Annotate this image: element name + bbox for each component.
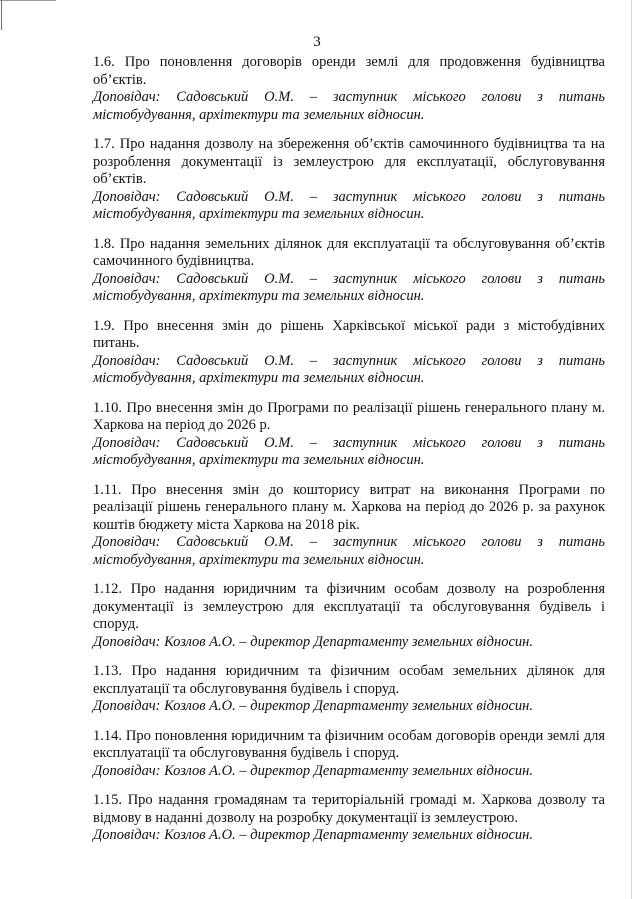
agenda-item-title: 1.11. Про внесення змін до кошторису витрат на виконання Програми по реалізації рішень генерального плану м. Харкова на період до 2026 р. за рахунок коштів бюджету міста Харкова на 2018 рік.: [93, 481, 605, 533]
agenda-list: [93, 54, 605, 857]
agenda-item-title: 1.10. Про внесення змін до Програми по реалізації рішень генерального плану м. Харкова на період до 2026 р.: [93, 399, 605, 433]
agenda-item-1-7: [93, 136, 605, 224]
agenda-item-1-6: [93, 54, 605, 124]
agenda-item-speaker: Доповідач: Садовський О.М. – заступник міського голови з питань містобудування, архітектури та земельних відносин.: [93, 270, 605, 304]
agenda-item-title: 1.13. Про надання юридичним та фізичним особам земельних ділянок для експлуатації та обслуговування будівель і споруд.: [93, 663, 605, 697]
agenda-item-1-10: [93, 400, 605, 470]
page-number: 3: [313, 34, 321, 50]
agenda-item-title: 1.12. Про надання юридичним та фізичним особам дозволу на розроблення документації із землеустрою для експлуатації та обслуговування будівель і споруд.: [93, 581, 605, 632]
agenda-item-speaker: Доповідач: Козлов А.О. – директор Департаменту земельних відносин.: [93, 698, 533, 714]
agenda-item-speaker: Доповідач: Садовський О.М. – заступник міського голови з питань містобудування, архітектури та земельних відносин.: [93, 534, 605, 568]
agenda-item-speaker: Доповідач: Козлов А.О. – директор Департаменту земельних відносин.: [93, 827, 533, 843]
agenda-item-title: 1.7. Про надання дозволу на збереження об’єктів самочинного будівництва та на розроблення документації із землеустрою для експлуатації, обслуговування об’єктів.: [93, 136, 605, 187]
agenda-item-1-11: [93, 482, 605, 570]
scan-edge-right: [631, 0, 632, 899]
agenda-item-1-13: [93, 663, 605, 716]
agenda-item-speaker: Доповідач: Садовський О.М. – заступник міського голови з питань містобудування, архітектури та земельних відносин.: [93, 434, 605, 468]
agenda-item-1-14: [93, 728, 605, 781]
agenda-item-1-9: [93, 318, 605, 388]
agenda-item-title: 1.15. Про надання громадянам та територіальній громаді м. Харкова дозволу та відмову в наданні дозволу на розробку документації із землеустрою.: [93, 792, 605, 826]
agenda-item-speaker: Доповідач: Садовський О.М. – заступник міського голови з питань містобудування, архітектури та земельних відносин.: [93, 188, 605, 222]
agenda-item-title: 1.9. Про внесення змін до рішень Харківської міської ради з містобудівних питань.: [93, 317, 605, 351]
scan-edge-top: [0, 0, 56, 1]
agenda-item-1-12: [93, 581, 605, 651]
agenda-item-title: 1.8. Про надання земельних ділянок для експлуатації та обслуговування об’єктів самочинного будівництва.: [93, 235, 605, 269]
agenda-item-speaker: Доповідач: Садовський О.М. – заступник міського голови з питань містобудування, архітектури та земельних відносин.: [93, 89, 605, 123]
agenda-item-1-15: [93, 792, 605, 845]
scan-edge-left: [1, 0, 2, 30]
agenda-item-title: 1.14. Про поновлення юридичним та фізичним особам договорів оренди землі для експлуатації та обслуговування будівель і споруд.: [93, 727, 605, 761]
agenda-item-speaker: Доповідач: Козлов А.О. – директор Департаменту земельних відносин.: [93, 762, 533, 779]
agenda-item-1-8: [93, 236, 605, 306]
agenda-item-speaker: Доповідач: Козлов А.О. – директор Департаменту земельних відносин.: [93, 633, 533, 650]
agenda-item-title: 1.6. Про поновлення договорів оренди землі для продовження будівництва об’єктів.: [93, 54, 605, 88]
agenda-item-speaker: Доповідач: Садовський О.М. – заступник міського голови з питань містобудування, архітектури та земельних відносин.: [93, 352, 605, 386]
